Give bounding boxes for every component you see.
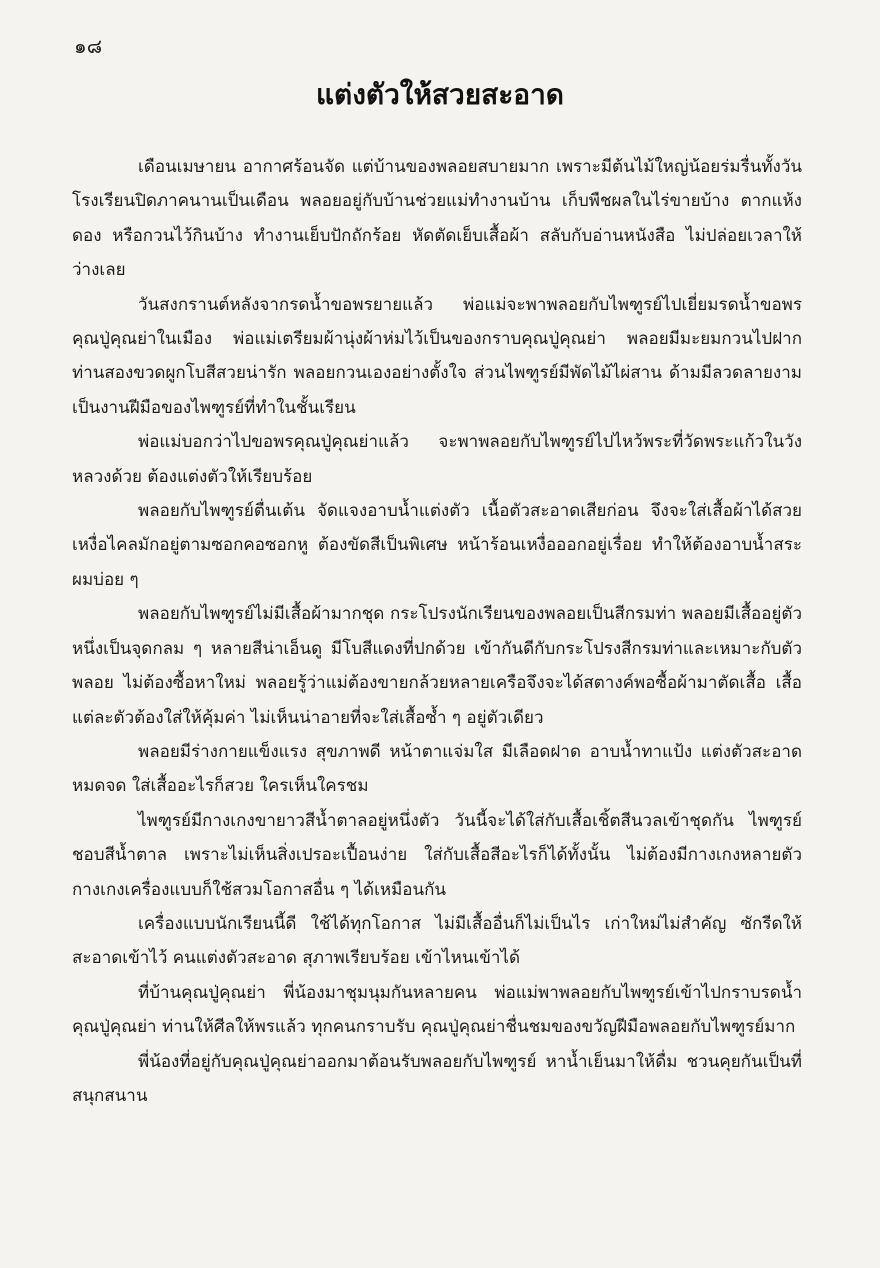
paragraph-5: พลอยกับไพฑูรย์ไม่มีเสื้อผ้ามากชุด กระโปรงนักเรียนของพลอยเป็นสีกรมท่า พลอยมีเสื้ออยู่ตัวหนึ่งเป็นจุดกลม ๆ หลายสีน่าเอ็นดู มีโบสีแดงที่ปกด้วย เข้ากันดีกับกระโปรงสีกรมท่าและเหมาะกับตัวพลอย ไม่ต้องซื้อหาใหม่ พลอยรู้ว่าแม่ต้องขายกล้วยหลายเครือจึงจะได้สตางค์พอซื้อผ้ามาตัดเสื้อ เสื้อแต่ละตัวต้องใส่ให้คุ้มค่า ไม่เห็นน่าอายที่จะใส่เสื้อซ้ำ ๆ อยู่ตัวเดียว	[72, 604, 802, 728]
paragraph-1: เดือนเมษายน อากาศร้อนจัด แต่บ้านของพลอยสบายมาก เพราะมีต้นไม้ใหญ่น้อยร่มรื่นทั้งวัน โรงเรียนปิดภาคนานเป็นเดือน พลอยอยู่กับบ้านช่วยแม่ทำงานบ้าน เก็บพืชผลในไร่ขายบ้าง ตากแห้ง ดอง หรือกวนไว้กินบ้าง ทำงานเย็บปักถักร้อย หัดตัดเย็บเสื้อผ้า สลับกับอ่านหนังสือ ไม่ปล่อยเวลาให้ว่างเลย	[72, 157, 802, 281]
page-title: แต่งตัวให้สวยสะอาด	[315, 78, 564, 111]
paragraph-10: พี่น้องที่อยู่กับคุณปู่คุณย่าออกมาต้อนรับพลอยกับไพฑูรย์ หาน้ำเย็นมาให้ดื่ม ชวนคุยกันเป็นที่สนุกสนาน	[72, 1051, 802, 1106]
paragraph-3: พ่อแม่บอกว่าไปขอพรคุณปู่คุณย่าแล้ว จะพาพลอยกับไพฑูรย์ไปไหว้พระที่วัดพระแก้วในวังหลวงด้วย ต้องแต่งตัวให้เรียบร้อย	[72, 432, 802, 487]
body-text	[72, 150, 802, 1113]
page-number: ๑๘	[74, 34, 103, 58]
paragraph-9: ที่บ้านคุณปู่คุณย่า พี่น้องมาชุมนุมกันหลายคน พ่อแม่พาพลอยกับไพฑูรย์เข้าไปกราบรดน้ำคุณปู่คุณย่า ท่านให้ศีลให้พรแล้ว ทุกคนกราบรับ คุณปู่คุณย่าชื่นชมของขวัญฝีมือพลอยกับไพฑูรย์มาก	[72, 982, 802, 1038]
paragraph-8: เครื่องแบบนักเรียนนี้ดี ใช้ได้ทุกโอกาส ไม่มีเสื้ออื่นก็ไม่เป็นไร เก่าใหม่ไม่สำคัญ ซักรีดให้สะอาดเข้าไว้ คนแต่งตัวสะอาด สุภาพเรียบร้อย เข้าไหนเข้าได้	[72, 913, 802, 969]
paragraph-4: พลอยกับไพฑูรย์ตื่นเต้น จัดแจงอาบน้ำแต่งตัว เนื้อตัวสะอาดเสียก่อน จึงจะใส่เสื้อผ้าได้สวย เหงื่อไคลมักอยู่ตามซอกคอซอกหู ต้องขัดสีเป็นพิเศษ หน้าร้อนเหงื่อออกอยู่เรื่อย ทำให้ต้องอาบน้ำสระผมบ่อย ๆ	[72, 501, 802, 590]
paragraph-2: วันสงกรานต์หลังจากรดน้ำขอพรยายแล้ว พ่อแม่จะพาพลอยกับไพฑูรย์ไปเยี่ยมรดน้ำขอพรคุณปู่คุณย่าในเมือง พ่อแม่เตรียมผ้านุ่งผ้าห่มไว้เป็นของกราบคุณปู่คุณย่า พลอยมีมะยมกวนไปฝากท่านสองขวดผูกโบสีสวยน่ารัก พลอยกวนเองอย่างตั้งใจ ส่วนไพฑูรย์มีพัดไม้ไผ่สาน ด้ามมีลวดลายงาม เป็นงานฝีมือของไพฑูรย์ที่ทำในชั้นเรียน	[72, 294, 802, 418]
paragraph-6: พลอยมีร่างกายแข็งแรง สุขภาพดี หน้าตาแจ่มใส มีเลือดฝาด อาบน้ำทาแป้ง แต่งตัวสะอาดหมดจด ใส่เสื้ออะไรก็สวย ใครเห็นใครชม	[72, 741, 802, 797]
paragraph-7: ไพฑูรย์มีกางเกงขายาวสีน้ำตาลอยู่หนึ่งตัว วันนี้จะได้ใส่กับเสื้อเชิ้ตสีนวลเข้าชุดกัน ไพฑูรย์ชอบสีน้ำตาล เพราะไม่เห็นสิ่งเปรอะเปื้อนง่าย ใส่กับเสื้อสีอะไรก็ได้ทั้งนั้น ไม่ต้องมีกางเกงหลายตัว กางเกงเครื่องแบบก็ใช้สวมโอกาสอื่น ๆ ได้เหมือนกัน	[72, 810, 802, 900]
